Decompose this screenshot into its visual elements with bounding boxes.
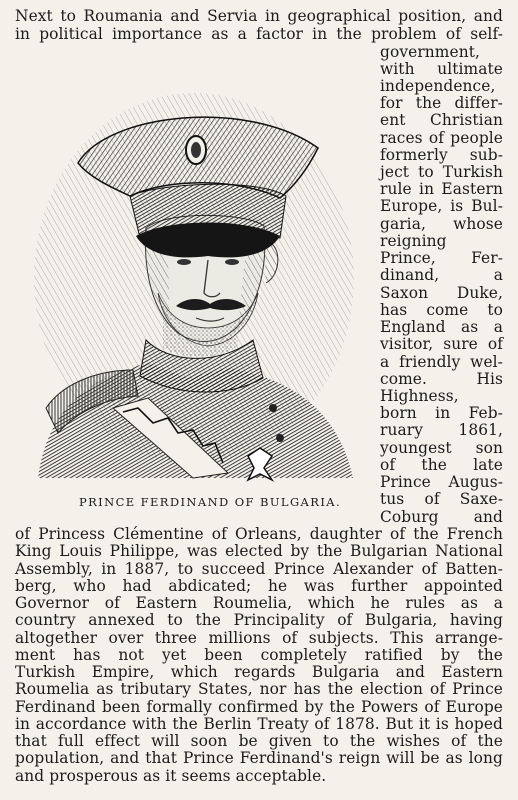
column-line-13: Prince, Fer- [380,249,503,267]
column-line-6: races of people [380,129,503,147]
text-line-bottom-3: Assembly, in 1887, to succeed Prince Alexander of Batten- [15,560,503,578]
column-line-21: Highness, [380,387,459,405]
column-line-14: dinand, a [380,266,503,284]
text-line-bottom-2: King Louis Philippe, was elected by the Bulgarian National [15,542,503,560]
portrait-caption: PRINCE FERDINAND OF BULGARIA. [78,495,342,509]
column-line-7: formerly sub- [380,146,503,164]
column-line-10: Europe, is Bul- [380,197,503,215]
column-line-5: ent Christian [380,111,503,129]
portrait-engraving [18,78,370,496]
column-line-22: born in Feb- [380,404,503,422]
text-line-top-1: Next to Roumania and Servia in geographical position, and [15,7,503,25]
column-line-18: visitor, sure of [380,335,503,353]
text-line-bottom-7: altogether over three millions of subjects. This arrange- [15,629,503,647]
column-line-8: ject to Turkish [380,163,503,181]
text-line-bottom-11: Ferdinand been formally confirmed by the Powers of Europe [15,698,503,716]
column-line-15: Saxon Duke, [380,284,503,302]
column-line-4: for the differ- [380,94,503,112]
text-line-bottom-13: that full effect will soon be given to the wishes of the [15,732,503,750]
text-line-bottom-6: country annexed to the Principality of Bulgaria, having [15,611,503,629]
text-line-bottom-10: Roumelia as tributary States, nor has the election of Prince [15,680,503,698]
column-line-25: of the late [380,456,503,474]
column-line-19: a friendly wel- [380,353,503,371]
column-line-17: England as a [380,318,503,336]
column-line-11: garia, whose [380,215,503,233]
column-line-2: with ultimate [380,60,503,78]
text-line-bottom-12: in accordance with the Berlin Treaty of 1878. But it is hoped [15,715,503,733]
text-line-bottom-14: population, and that Prince Ferdinand's reign will be as long [15,749,503,767]
column-line-12: reigning [380,232,447,250]
column-line-27: tus of Saxe- [380,490,503,508]
column-line-24: youngest son [380,439,503,457]
text-line-bottom-4: berg, who had abdicated; he was further appointed [15,577,503,595]
column-line-3: independence, [380,77,496,95]
text-line-bottom-9: Turkish Empire, which regards Bulgaria and Eastern [15,663,503,681]
column-line-20: come. His [380,370,503,388]
column-line-28: Coburg and [380,508,503,526]
column-line-23: ruary 1861, [380,421,503,439]
text-line-bottom-15: and prosperous as it seems acceptable. [15,767,327,785]
column-line-26: Prince Augus- [380,473,503,491]
column-line-16: has come to [380,301,503,319]
text-line-bottom-1: of Princess Clémentine of Orleans, daughter of the French [15,525,503,543]
text-line-bottom-8: ment has not yet been completely ratified by the [15,646,503,664]
column-line-9: rule in Eastern [380,180,503,198]
text-line-bottom-5: Governor of Eastern Roumelia, which he rules as a [15,594,503,612]
text-line-top-2: in political importance as a factor in the problem of self- [15,25,503,43]
column-line-1: government, [380,43,480,61]
